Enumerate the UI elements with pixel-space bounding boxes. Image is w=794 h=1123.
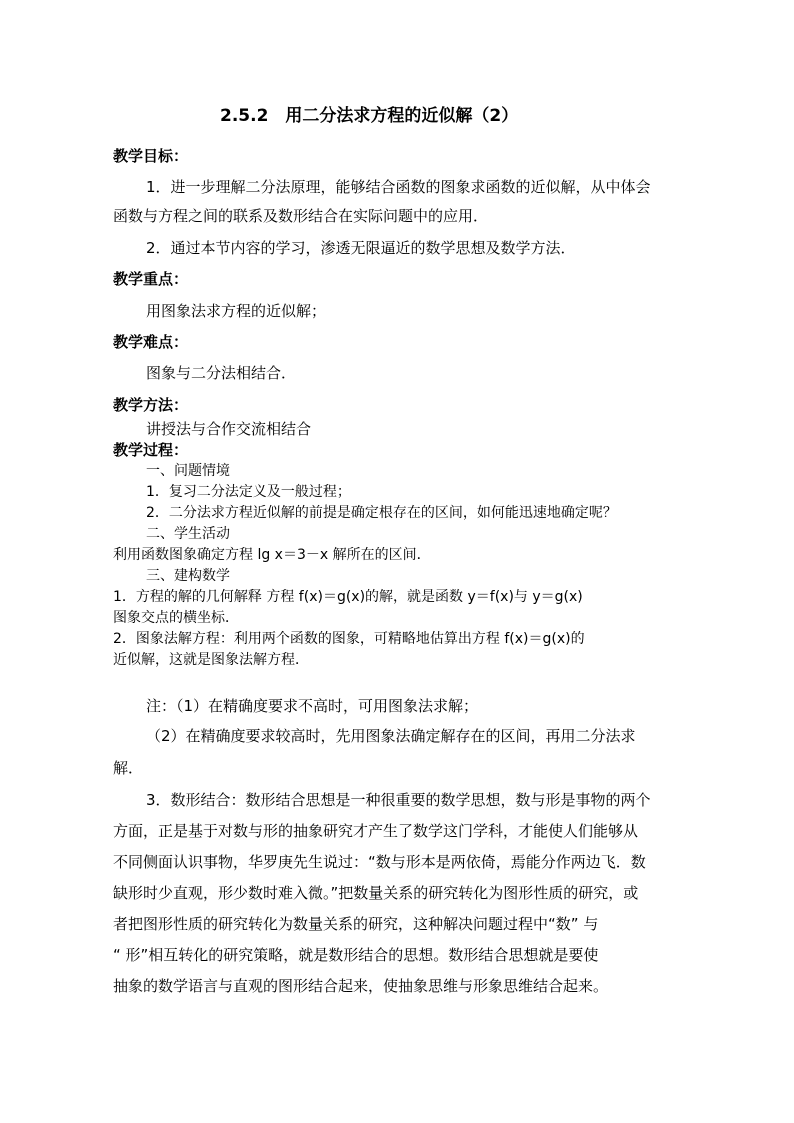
- note-2-line-1: （2）在精确度要求较高时，先用图象法确定解存在的区间，再用二分法求: [146, 727, 636, 745]
- graph-method-line-2: 近似解，这就是图象法解方程．: [113, 652, 309, 668]
- note-1: 注：（1）在精确度要求不高时，可用图象法求解；: [146, 697, 479, 715]
- shape-number-paragraph-line-4: 缺形时少直观，形少数时难入微。”把数量关系的研究转化为图形性质的研究，或: [113, 884, 639, 902]
- key-points-heading: 教学重点：: [113, 270, 189, 288]
- geometric-interpretation-line-1: 1．方程的解的几何解释 方程 f(x)＝g(x)的解，就是函数 y＝f(x)与 y＝g(x): [113, 589, 583, 605]
- goal-1-line-1: 1．进一步理解二分法原理，能够结合函数的图象求函数的近似解，从中体会: [146, 178, 651, 196]
- shape-number-paragraph-line-7: 抽象的数学语言与直观的图形结合起来，使抽象思维与形象思维结合起来。: [113, 977, 609, 995]
- process-item-2: 2．二分法求方程近似解的前提是确定根存在的区间，如何能迅速地确定呢？: [146, 505, 617, 521]
- note-2-line-2: 解．: [113, 759, 144, 777]
- shape-number-paragraph-line-2: 方面，正是基于对数与形的抽象研究才产生了数学这门学科，才能使人们能够从: [113, 822, 639, 840]
- process-item-1: 1．复习二分法定义及一般过程；: [146, 484, 351, 500]
- goal-2: 2．通过本节内容的学习，渗透无限逼近的数学思想及数学方法．: [146, 239, 576, 257]
- process-heading: 教学过程：: [113, 441, 189, 459]
- shape-number-paragraph-line-3: 不同侧面认识事物，华罗庚先生说过：“数与形本是两依倚，焉能分作两边飞．数: [113, 853, 646, 871]
- goal-1-line-2: 函数与方程之间的联系及数形结合在实际问题中的应用．: [113, 207, 489, 225]
- shape-number-paragraph-line-6: “ 形”相互转化的研究策略，就是数形结合的思想。数形结合思想就是要使: [113, 946, 599, 964]
- difficulty-heading: 教学难点：: [113, 333, 189, 351]
- geometric-interpretation-line-2: 图象交点的横坐标．: [113, 610, 239, 626]
- method-heading: 教学方法：: [113, 396, 189, 414]
- activity-text: 利用函数图象确定方程 lg x＝3－x 解所在的区间．: [113, 547, 431, 563]
- method-text: 讲授法与合作交流相结合: [146, 420, 312, 438]
- shape-number-paragraph-line-1: 3．数形结合：数形结合思想是一种很重要的数学思想，数与形是事物的两个: [146, 791, 651, 809]
- page-title: 2.5.2 用二分法求方程的近似解（2）: [220, 106, 519, 126]
- graph-method-line-1: 2．图象法解方程：利用两个函数的图象，可精略地估算出方程 f(x)＝g(x)的: [113, 631, 585, 647]
- section-student-activity: 二、学生活动: [146, 526, 230, 542]
- goals-heading: 教学目标：: [113, 147, 189, 165]
- shape-number-paragraph-line-5: 者把图形性质的研究转化为数量关系的研究，这种解决问题过程中“数” 与: [113, 915, 599, 933]
- section-construct-math: 三、建构数学: [146, 568, 230, 584]
- difficulty-text: 图象与二分法相结合．: [146, 364, 297, 382]
- key-points-text: 用图象法求方程的近似解；: [146, 302, 327, 320]
- section-problem-situation: 一、问题情境: [146, 463, 230, 479]
